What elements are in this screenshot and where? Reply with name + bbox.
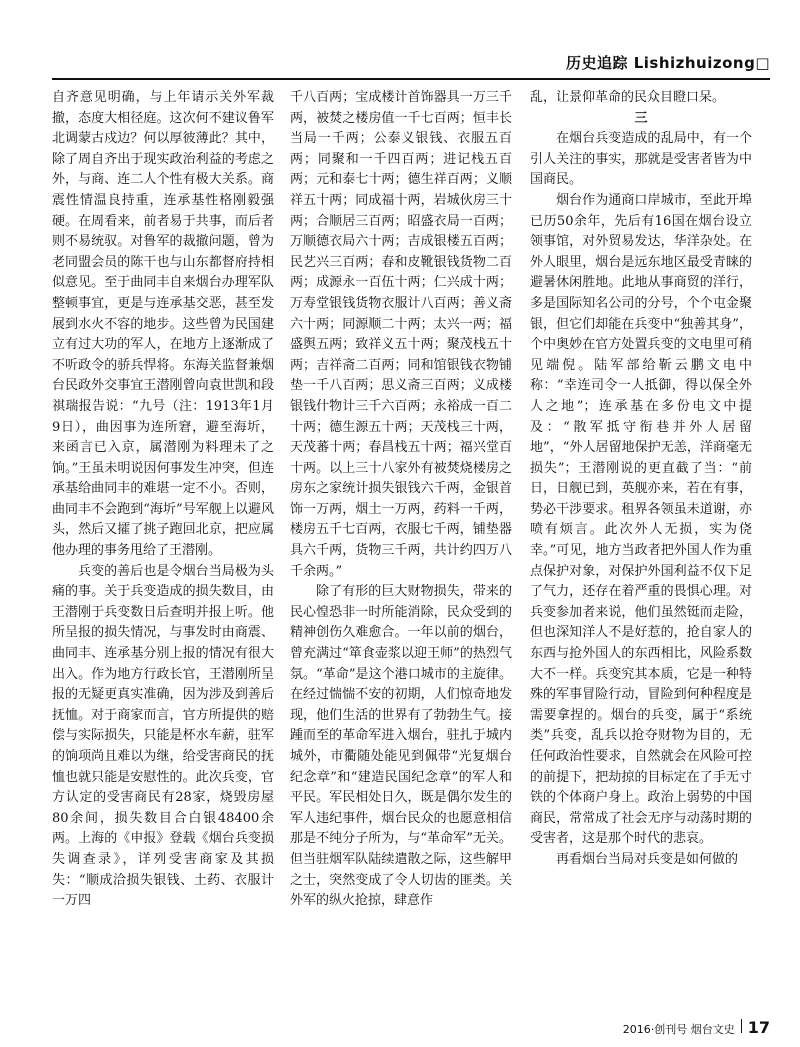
page-header xyxy=(0,0,800,82)
header-rule xyxy=(52,78,770,80)
paragraph: 在烟台兵变造成的乱局中，有一个引人关注的事实，那就是受害者皆为中国商民。 xyxy=(530,131,752,188)
paragraph: 烟台作为通商口岸城市，至此开埠已历50余年，先后有16国在烟台设立领事馆，对外贸易发达，华洋杂处。在外人眼里，烟台是远东地区最受青睐的避暑休闲胜地。此地从事商贸的洋行，多是国际知名公司的分号，个个屯金聚银，但它们却能在兵变中“独善其身”，个中奥妙在官方处置兵变的文电里可稍见端倪。陆军部给靳云鹏文电中称：“幸连司令一人抵御，得以保全外人之地”；连承基在多份电文中提及：“散军抵守衔巷并外人居留地”，“外人居留地保护无恙，洋商毫无损失”；王潜刚说的更直截了当：“前日，日舰已到，英舰亦来，若在有事，势必干涉要求。租界各领虽未道谢，亦喷有烦言。此次外人无损，实为侥幸。”可见，地方当政者把外国人作为重点保护对象，对保护外国利益不仅下足了气力，还存在着严重的畏惧心理。对兵变参加者来说，他们虽然铤而走险，但也深知洋人不是好惹的，抢自家人的东西与抢外国人的东西相比，风险系数大不一样。兵变究其本质，它是一种特殊的军事冒险行动，冒险到何种程度是需要拿捏的。烟台的兵变，属于“系统类”兵变，乱兵以抢夺财物为目的，无任何政治性要求，自然就会在风险可控的前提下，把劫掠的目标定在了手无寸铁的个体商户身上。政治上弱势的中国商民，常常成了社会无序与动荡时期的受害者，这是那个时代的悲哀。 xyxy=(530,192,752,847)
paragraph: 自齐意见明确，与上年请示关外军裁撤，态度大相径庭。这次何不建议鲁军北调蒙古戍边？何以厚彼薄此？其中，除了周自齐出于现实政治利益的考虑之外，与商、连二人个性有极大关系。商震性情温良持重，连承基性格刚毅强硬。在周看来，前者易于共事，而后者则不易统驭。对鲁军的裁撤问题，曾为老同盟会员的陈干也与山东都督府持相似意见。至于曲同丰自来烟台办理军队整顿事宜，更是与连承基交恶，甚至发展到水火不容的地步。这些曾为民国建立有过大功的军人，在地方上逐渐成了不听政令的骄兵悍将。东海关监督兼烟台民政外交事宜王潜刚曾向袁世凯和段祺瑞报告说：“九号（注：1913年1月9日），曲因事为连所窘，避至海圻，来函言已入京，属潜刚为料理未了之饷。”王虽未明说因何事发生冲突，但连承基给曲同丰的难堪一定不小。否则，曲同丰不会跑到“海圻”号军舰上以避风头，然后又攉了挑子跑回北京，把应属他办理的事务甩给了王潜刚。 xyxy=(52,90,274,559)
paragraph: 乱，让景仰革命的民众目瞪口呆。 xyxy=(530,90,726,105)
section-title: 历史追踪 Lishizhuizong□ xyxy=(565,54,770,72)
paragraph: 兵变的善后也是令烟台当局极为头痛的事。关于兵变造成的损失数目，由王潜刚于兵变数日后查明并报上听。他所呈报的损失情况，与事发时由商震、曲同丰、连承基分别上报的情况有很大出入。作为地方行政长官，王潜刚所呈报的无疑更真实准确，因为涉及到善后抚恤。对于商家而言，官方所提供的赔偿与实际损失，只能是杯水车薪，驻军的饷项尚且难以为继，给受害商民的抚恤也就只能是安慰性的。此次兵变，官方认定的受害商民有28家，烧毁房屋80余间，损失数目合白银48400余两。上海的《申报》登载《烟台兵变损失调查录》，详列受害商家及其损失：“顺成洽损失银钱、土药、衣服计一万四 xyxy=(52,563,274,909)
page-number: 17 xyxy=(747,1018,770,1037)
paragraph: 再看烟台当局对兵变是如何做的 xyxy=(556,851,739,867)
paragraph: 千八百两；宝成楼计首饰器具一万三千两，被焚之楼房值一千七百两；恒丰长当局一千两；公泰义银钱、衣服五百两；同聚和一千四百两；进记栈五百两；元和泰七十两；德生祥百两；义顺祥五十两；同成福十两，岩城伙房三十两；合顺居三百两；昭盛衣局一百两；万顺德衣局六十两；吉成银楼五百两；民艺兴三百两；春和皮靴银钱货物二百两；成源永一百伍十两；仁兴成十两；万寿堂银钱货物衣服计八百两；善义斋六十两；同源顺二十两；太兴一两；福盛舆五两；致祥义五十两；聚茂栈五十两；吉祥斋二百两；同和馆银钱衣物铺垫一千八百两；思义斋三百两；义成楼银钱什物计三千六百两；永裕成一百二十两；德生源五十两；天茂栈三十两，天茂蕃十两；春昌栈五十两；福兴堂百十两。以上三十八家外有被焚烧楼房之房东之家统计损失银钱六千两，金银首饰一万两，烟土一万两，药料一千两，楼房五千七百两，衣服七千两，铺垫器具六千两，货物三千两，共计约四万八千余两。” xyxy=(290,90,512,579)
text-column-1 xyxy=(52,88,274,968)
page-footer xyxy=(623,1018,770,1037)
paragraph: 除了有形的巨大财物损失，带来的民心惶恐非一时所能消除，民众受到的精神创伤久难愈合。一年以前的烟台，曾充满过“箪食壶浆以迎王师”的热烈气氛。“革命”是这个港口城市的主旋律。在经过惴惴不安的初期，人们惊奇地发现，他们生活的世界有了勃勃生气。接踵而至的革命军进入烟台，驻扎于城内城外，市衢随处能见到佩带“光复烟台纪念章”和“建造民国纪念章”的军人和平民。军民相处日久，既是偶尔发生的军人违纪事件，烟台民众的也愿意相信那是不纯分子所为，与“革命军”无关。但当驻烟军队陆续遣散之际，这些解甲之士，突然变成了令人切齿的匪类。关外军的纵火抢掠，肆意作 xyxy=(290,584,512,909)
text-column-2 xyxy=(290,88,512,968)
issue-label: 2016·创刊号 烟台文史 xyxy=(622,1023,735,1036)
section-number: 三 xyxy=(634,110,648,126)
footer-divider xyxy=(741,1019,742,1033)
text-column-3 xyxy=(530,88,752,968)
